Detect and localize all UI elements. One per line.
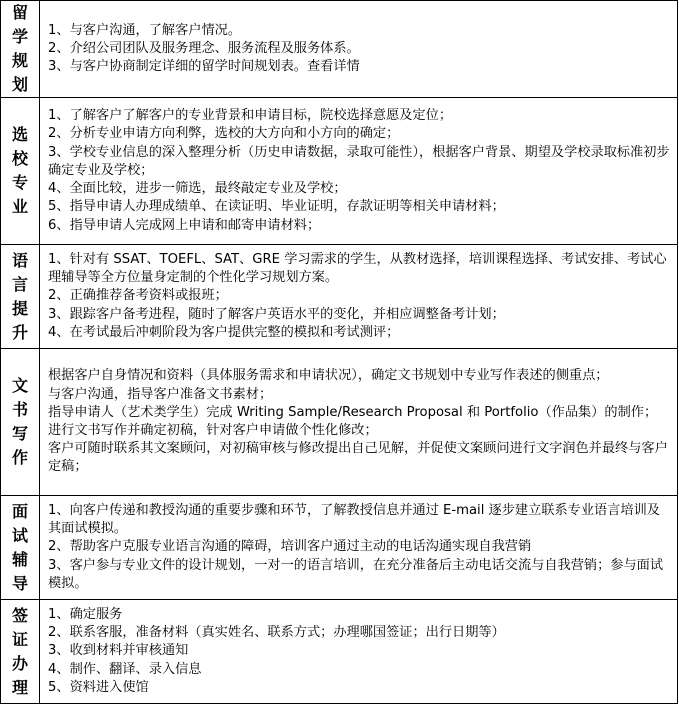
details-cell	[40, 245, 678, 349]
category-label: 签证办理	[12, 605, 29, 697]
detail-line: 6、指导申请人完成网上申请和邮寄申请材料；	[48, 217, 321, 233]
section-row-interview-coaching	[1, 496, 678, 600]
category-cell	[1, 600, 40, 704]
detail-line: 3、与客户协商制定详细的留学时间规划表。查看详情	[48, 59, 360, 75]
detail-line: 4、全面比较，进步一筛选，最终敲定专业及学校；	[48, 181, 347, 197]
detail-line: 客户可随时联系其文案顾问，对初稿审核与修改提出自己见解，并促使文案顾问进行文字润色并最终与客户定稿；	[48, 441, 668, 475]
detail-line: 1、了解客户了解客户的专业背景和申请目标，院校选择意愿及定位；	[48, 108, 453, 124]
detail-line: 与客户沟通，指导客户准备文书素材；	[48, 386, 273, 402]
detail-line: 进行文书写作并确定初稿，针对客户申请做个性化修改；	[48, 423, 378, 438]
details-cell	[40, 1, 678, 98]
detail-line: 2、帮助客户克服专业语言沟通的障碍，培训客户通过主动的电话沟通实现自我营销	[48, 539, 532, 555]
details-cell	[40, 98, 678, 245]
section-row-document-writing	[1, 349, 678, 496]
detail-line: 3、收到材料并审核通知	[48, 643, 189, 659]
category-cell	[1, 496, 40, 600]
category-label: 语言提升	[12, 250, 29, 342]
category-label: 留学规划	[12, 3, 29, 94]
category-label: 文书写作	[12, 376, 29, 467]
detail-line: 3、跟踪客户备考进程，随时了解客户英语水平的变化，并相应调整备考计划；	[48, 306, 505, 322]
category-label: 面试辅导	[12, 501, 29, 593]
detail-line: 2、正确推荐备考资料或报班；	[48, 288, 228, 304]
section-row-visa-processing	[1, 600, 678, 704]
detail-line: 根据客户自身情况和资料（具体服务需求和申请状况），确定文书规划中专业写作表述的侧重点；	[48, 368, 609, 384]
details-cell	[40, 496, 678, 600]
category-label: 选校专业	[12, 125, 29, 216]
category-cell	[1, 245, 40, 349]
detail-line: 5、资料进入使馆	[48, 679, 149, 695]
detail-line: 1、向客户传递和教授沟通的重要步骤和环节，了解教授信息并通过 E-mail 逐步建立联系专业语言培训及其面试模拟。	[48, 502, 660, 537]
detail-line: 指导申请人（艺术类学生）完成 Writing Sample/Research Proposal 和 Portfolio（作品集）的制作；	[48, 404, 658, 420]
category-cell	[1, 98, 40, 245]
category-cell	[1, 349, 40, 496]
detail-line: 3、学校专业信息的深入整理分析（历史申请数据，录取可能性），根据客户背景、期望及学校录取标准初步确定专业及学校；	[48, 144, 670, 178]
detail-line: 2、介绍公司团队及服务理念、服务流程及服务体系。	[48, 40, 360, 56]
section-row-language-improvement	[1, 245, 678, 349]
detail-line: 2、联系客服，准备材料（真实姓名、联系方式；办理哪国签证；出行日期等）	[48, 625, 505, 641]
detail-line: 2、分析专业申请方向利弊，选校的大方向和小方向的确定；	[48, 126, 400, 142]
detail-line: 4、制作、翻译、录入信息	[48, 661, 202, 677]
detail-line: 4、在考试最后冲刺阶段为客户提供完整的模拟和考试测评；	[48, 324, 400, 340]
details-cell	[40, 600, 678, 704]
detail-line: 1、针对有 SSAT、TOEFL、SAT、GRE 学习需求的学生，从教材选择，培训课程选择、考试安排、考试心理辅导等全方位量身定制的个性化学习规划方案。	[48, 251, 667, 286]
section-row-school-selection	[1, 98, 678, 245]
category-cell	[1, 1, 40, 98]
details-cell	[40, 349, 678, 496]
detail-line: 3、客户参与专业文件的设计规划，一对一的语言培训，在充分准备后主动电话交流与自我营销；参与面试模拟。	[48, 557, 664, 591]
detail-line: 1、与客户沟通，了解客户情况。	[48, 22, 242, 38]
detail-line: 5、指导申请人办理成绩单、在读证明、毕业证明，存款证明等相关申请材料；	[48, 199, 505, 215]
detail-line: 1、确定服务	[48, 606, 123, 622]
section-row-study-planning	[1, 1, 678, 98]
